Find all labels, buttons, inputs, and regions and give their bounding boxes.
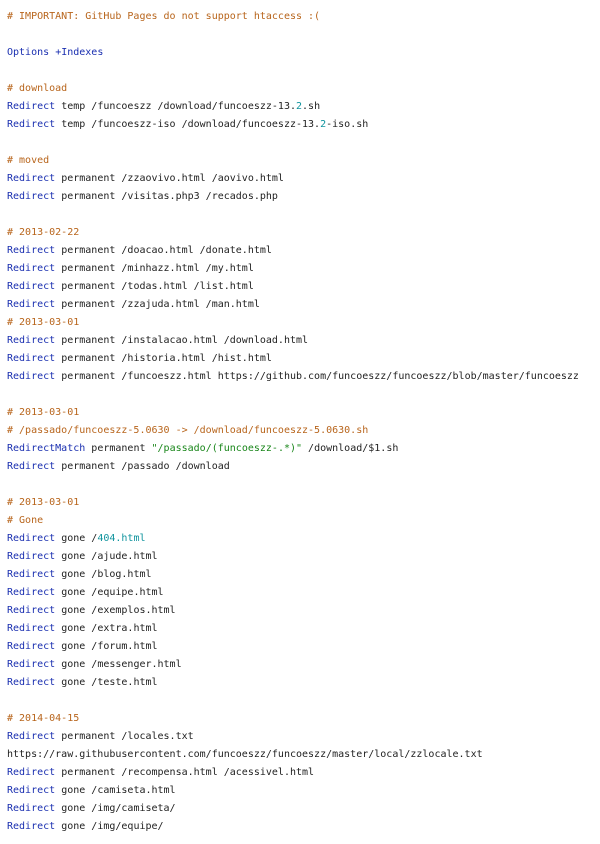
keyword-token: Redirect: [7, 533, 56, 544]
keyword-token: Redirect: [7, 353, 56, 364]
directive-line: [7, 782, 600, 800]
plain-text: gone /equipe.html: [55, 587, 164, 598]
directive-line: [7, 566, 600, 584]
plain-text: permanent /todas.html /list.html: [55, 281, 254, 292]
comment-line: [7, 494, 600, 512]
directive-line: [7, 584, 600, 602]
plain-text: permanent /passado /download: [55, 461, 230, 472]
comment-line: [7, 314, 600, 332]
comment-text: # download: [7, 83, 68, 94]
comment-line: [7, 8, 600, 26]
comment-text: # moved: [7, 155, 50, 166]
keyword-token: Redirect: [7, 731, 56, 742]
keyword-token: Redirect: [7, 821, 56, 832]
keyword-token: Redirect: [7, 587, 56, 598]
plain-text: gone /camiseta.html: [55, 785, 176, 796]
keyword-token: Redirect: [7, 371, 56, 382]
directive-line: [7, 350, 600, 368]
keyword-token: Redirect: [7, 119, 56, 130]
keyword-token: Redirect: [7, 803, 56, 814]
directive-line: [7, 440, 600, 458]
directive-line: [7, 170, 600, 188]
keyword-token: Redirect: [7, 659, 56, 670]
code-line-blank: [7, 134, 600, 152]
directive-line: [7, 332, 600, 350]
plain-text: permanent /visitas.php3 /recados.php: [55, 191, 278, 202]
keyword-token: Redirect: [7, 623, 56, 634]
code-line-blank: [7, 26, 600, 44]
keyword-token: Redirect: [7, 677, 56, 688]
directive-line: [7, 602, 600, 620]
plain-text: gone /extra.html: [55, 623, 158, 634]
plain-text: gone /img/equipe/: [55, 821, 164, 832]
keyword-token: Redirect: [7, 335, 56, 346]
plain-text: gone /ajude.html: [55, 551, 158, 562]
keyword-token: Redirect: [7, 263, 56, 274]
comment-line: [7, 512, 600, 530]
keyword-token: Options: [7, 47, 50, 58]
plain-text: gone /messenger.html: [55, 659, 182, 670]
plain-text: -iso.sh: [326, 119, 369, 130]
comment-line: [7, 224, 600, 242]
number-token: 2: [296, 101, 303, 112]
keyword-token: Redirect: [7, 173, 56, 184]
keyword-token: Redirect: [7, 641, 56, 652]
plain-text: permanent /locales.txt: [55, 731, 194, 742]
directive-line: [7, 800, 600, 818]
keyword-token: Redirect: [7, 551, 56, 562]
code-line-blank: [7, 692, 600, 710]
directive-line: [7, 44, 600, 62]
directive-line: [7, 764, 600, 782]
comment-line: [7, 152, 600, 170]
plain-text: /download/$1.sh: [302, 443, 399, 454]
keyword-token: Redirect: [7, 299, 56, 310]
plain-text: temp /funcoeszz /download/funcoeszz-13.: [55, 101, 296, 112]
comment-text: # 2013-03-01: [7, 497, 80, 508]
plain-text: permanent /recompensa.html /acessivel.html: [55, 767, 315, 778]
comment-text: # Gone: [7, 515, 44, 526]
directive-line: [7, 728, 600, 746]
plain-text: permanent /historia.html /hist.html: [55, 353, 272, 364]
keyword-token: Redirect: [7, 101, 56, 112]
plain-text: permanent /doacao.html /donate.html: [55, 245, 272, 256]
directive-line: [7, 638, 600, 656]
code-line-blank: [7, 386, 600, 404]
keyword-token: RedirectMatch: [7, 443, 86, 454]
number-token: .html: [115, 533, 146, 544]
comment-text: # 2013-03-01: [7, 407, 80, 418]
directive-line: [7, 818, 600, 836]
plain-text: permanent /minhazz.html /my.html: [55, 263, 254, 274]
comment-text: # 2014-04-15: [7, 713, 80, 724]
plain-text: gone /: [55, 533, 98, 544]
number-token: 2: [320, 119, 327, 130]
keyword-token: Redirect: [7, 605, 56, 616]
directive-line: [7, 188, 600, 206]
directive-line: [7, 260, 600, 278]
code-line-blank: [7, 206, 600, 224]
code-line-blank: [7, 62, 600, 80]
directive-line: [7, 278, 600, 296]
comment-line: [7, 422, 600, 440]
keyword-token: Redirect: [7, 767, 56, 778]
directive-line: [7, 116, 600, 134]
plain-text: .sh: [302, 101, 321, 112]
text-line: [7, 746, 600, 764]
plain-text: permanent /zzajuda.html /man.html: [55, 299, 260, 310]
plain-text: gone /img/camiseta/: [55, 803, 176, 814]
plain-text: permanent /funcoeszz.html https://github.com/funcoeszz/funcoeszz/blob/master/funcoeszz: [55, 371, 579, 382]
plain-text: gone /blog.html: [55, 569, 152, 580]
comment-text: # /passado/funcoeszz-5.0630 -> /download/funcoeszz-5.0630.sh: [7, 425, 369, 436]
directive-line: [7, 656, 600, 674]
directive-line: [7, 674, 600, 692]
directive-line: [7, 296, 600, 314]
directive-line: [7, 548, 600, 566]
keyword-token: Redirect: [7, 461, 56, 472]
directive-line: [7, 530, 600, 548]
plain-text: gone /teste.html: [55, 677, 158, 688]
keyword-token: Redirect: [7, 191, 56, 202]
keyword-token: Redirect: [7, 785, 56, 796]
directive-line: [7, 242, 600, 260]
keyword-token: +Indexes: [55, 47, 104, 58]
directive-line: [7, 458, 600, 476]
string-token: "/passado/(funcoeszz-.*)": [151, 443, 303, 454]
comment-text: # 2013-02-22: [7, 227, 80, 238]
directive-line: [7, 620, 600, 638]
directive-line: [7, 368, 600, 386]
code-line-blank: [7, 476, 600, 494]
comment-line: [7, 710, 600, 728]
keyword-token: Redirect: [7, 281, 56, 292]
plain-text: temp /funcoeszz-iso /download/funcoeszz-13.: [55, 119, 321, 130]
comment-text: # 2013-03-01: [7, 317, 80, 328]
keyword-token: Redirect: [7, 245, 56, 256]
keyword-token: Redirect: [7, 569, 56, 580]
plain-text: permanent /instalacao.html /download.html: [55, 335, 309, 346]
plain-text: gone /forum.html: [55, 641, 158, 652]
comment-text: # IMPORTANT: GitHub Pages do not support htaccess :(: [7, 11, 321, 22]
plain-text: permanent: [85, 443, 152, 454]
comment-line: [7, 404, 600, 422]
number-token: 404: [97, 533, 116, 544]
plain-text: https://raw.githubusercontent.com/funcoeszz/funcoeszz/master/local/zzlocale.txt: [7, 749, 483, 760]
plain-text: permanent /zzaovivo.html /aovivo.html: [55, 173, 284, 184]
plain-text: gone /exemplos.html: [55, 605, 176, 616]
comment-line: [7, 80, 600, 98]
directive-line: [7, 98, 600, 116]
